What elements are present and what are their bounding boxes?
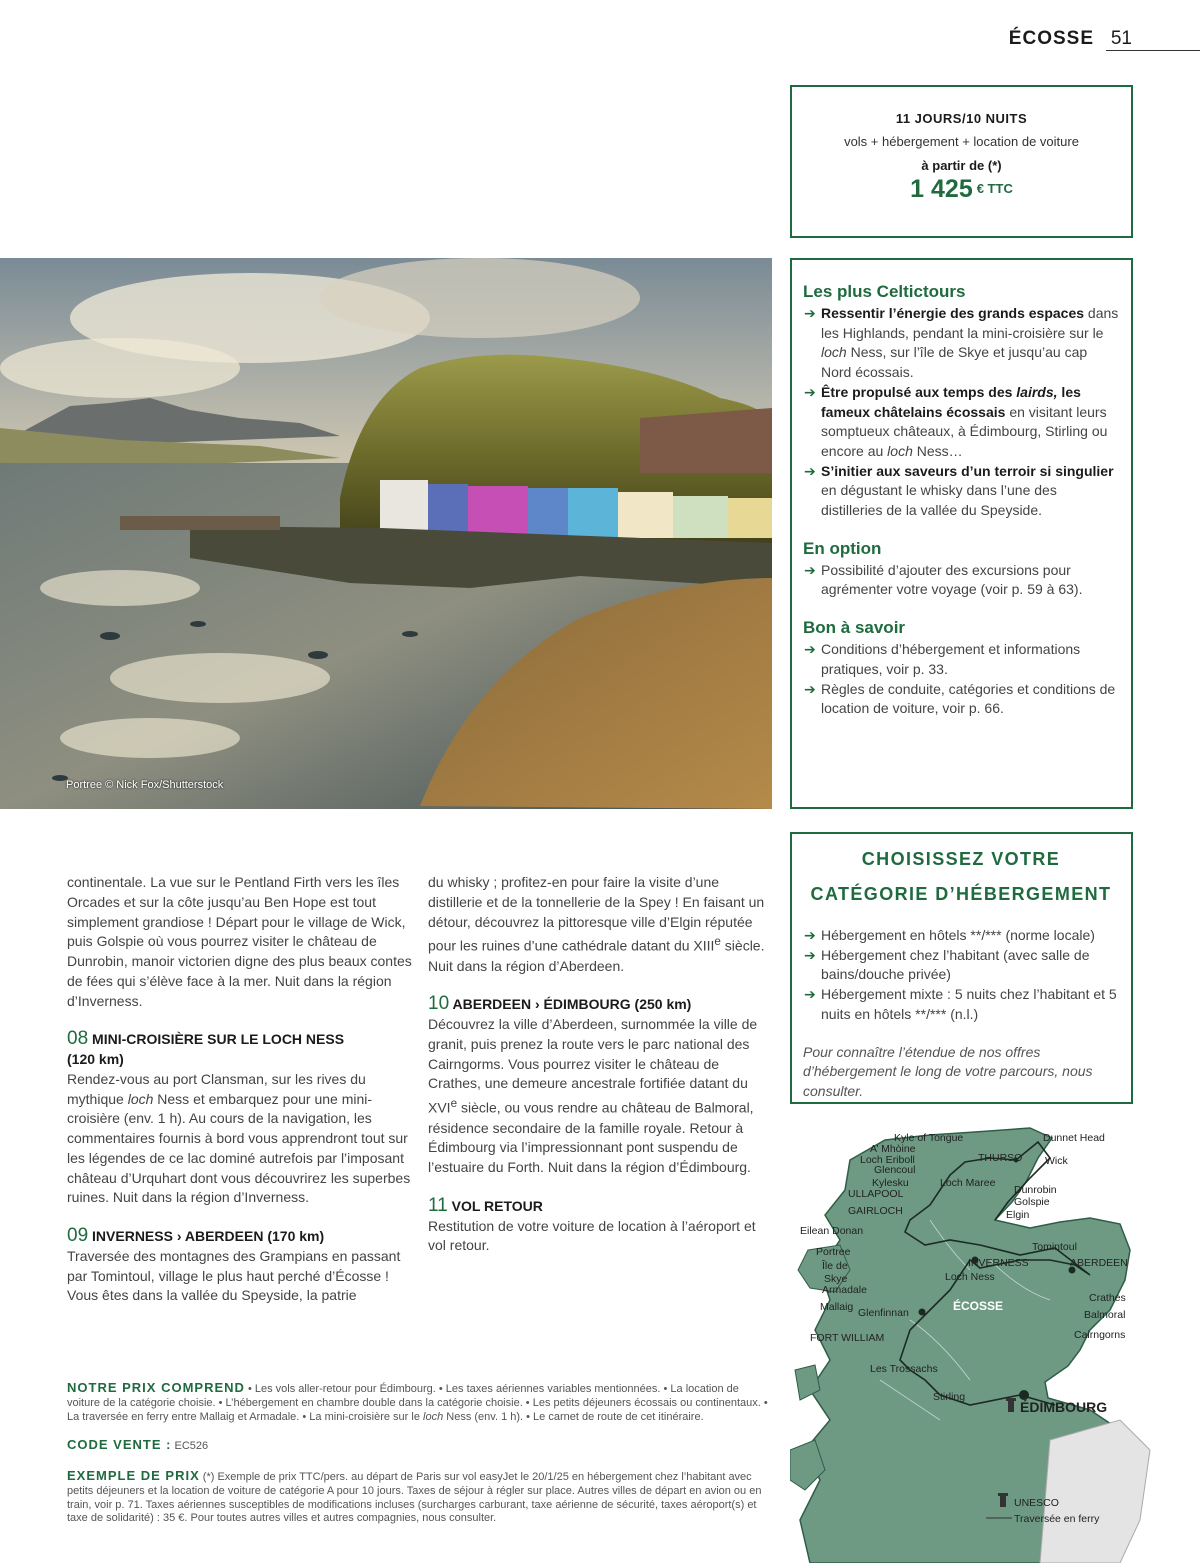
map-label: Cairngorns	[1074, 1329, 1126, 1341]
map-label: ULLAPOOL	[848, 1188, 904, 1200]
highlight-bold: les fameux châtelains écossais	[821, 383, 1081, 420]
arrow-icon: ➔	[804, 946, 816, 963]
map-label: GAIRLOCH	[848, 1205, 903, 1217]
arrow-icon: ➔	[804, 927, 816, 943]
day-text-part: Découvrez la ville d’Aberdeen, surnommée la ville de granit, puis prenez la route vers le parc national des Cairngorms. Vous pourrez visiter le château de Crathes, une demeure ancestrale fortifiée datant du XVI	[428, 1016, 758, 1116]
highlight-bold: Être propulsé aux temps des	[821, 383, 1017, 400]
accommodation-text: Hébergement en hôtels **/*** (norme locale)	[821, 927, 1095, 943]
day-number: 09	[67, 1225, 89, 1246]
map-label: Skye	[824, 1273, 848, 1285]
option-title: En option	[803, 538, 882, 558]
day-heading	[428, 994, 773, 1015]
day-text-part: siècle, ou vous rendre au château de Balmoral, résidence secondaire de la famille royale. Retour à Édimbourg via l’impressionnant pont suspendu de l’estuaire du Forth. Nuit dans la région d’Édimbourg.	[428, 1099, 754, 1176]
day-11	[428, 1196, 773, 1256]
price-amount: 1 425	[910, 175, 973, 203]
point-fort-william	[919, 1309, 926, 1316]
map-label-capital: ÉDIMBOURG	[1020, 1399, 1108, 1415]
arrow-icon: ➔	[804, 561, 816, 578]
savoir-item	[803, 680, 1119, 719]
sales-code-label: CODE VENTE :	[67, 1437, 172, 1452]
page-number: 51	[1110, 28, 1132, 49]
intro-part: siècle. Nuit dans la région d’Aberdeen.	[428, 937, 765, 974]
price-value	[792, 175, 1131, 204]
map-label: Tomintoul	[1032, 1241, 1077, 1253]
map-label: Portree	[816, 1246, 851, 1258]
price-currency: € TTC	[976, 181, 1013, 196]
accommodation-box	[790, 832, 1133, 1104]
map-label: Loch Ness	[945, 1271, 995, 1283]
day-text-sup: e	[450, 1097, 458, 1111]
day-title: MINI-CROISIÈRE SUR LE LOCH NESS	[92, 1031, 345, 1048]
map-label: FORT WILLIAM	[810, 1332, 885, 1344]
map-label: Dunnet Head	[1043, 1132, 1105, 1144]
price-box	[790, 85, 1133, 238]
day-08	[67, 1029, 412, 1208]
highlight-item	[803, 462, 1119, 521]
legend-unesco: UNESCO	[1014, 1497, 1059, 1509]
map-label: Golspie	[1014, 1196, 1050, 1208]
header-rule	[1106, 50, 1200, 51]
map-label: Glencoul	[874, 1164, 916, 1176]
portree-photo	[0, 258, 772, 809]
highlight-item	[803, 383, 1119, 462]
highlight-text: en visitant leurs somptueux châteaux, à Édimbourg, Stirling ou encore au	[821, 403, 1108, 459]
day-09	[67, 1226, 412, 1306]
arrow-icon: ➔	[804, 641, 816, 658]
highlight-text: Ness…	[912, 442, 963, 459]
savoir-title: Bon à savoir	[803, 618, 906, 638]
sales-code	[67, 1438, 773, 1454]
day-distance: (170 km)	[267, 1228, 325, 1244]
savoir-text: Conditions d’hébergement et informations pratiques, voir p. 33.	[821, 641, 1081, 677]
sales-code-value: EC526	[174, 1440, 209, 1452]
price-includes-italic: loch	[423, 1410, 444, 1423]
day-number: 10	[428, 993, 450, 1015]
highlights-title: Les plus Celtictours	[803, 282, 966, 301]
map-label: Eilean Donan	[800, 1225, 864, 1237]
map-label: Stirling	[933, 1391, 966, 1403]
day-title: INVERNESS › ABERDEEN	[92, 1228, 264, 1244]
price-includes-text: Ness (env. 1 h). • Le carnet de route de cet itinéraire.	[443, 1410, 704, 1423]
accommodation-title-line: CHOISISSEZ VOTRE	[861, 849, 1061, 869]
itinerary-intro	[428, 873, 773, 976]
intro-part: du whisky ; profitez-en pour faire la visite d’une distillerie et de la tonnellerie de la Spey ! En faisant un détour, découvrez la pittoresque ville d’Elgin réputée pour les ruines d’une cathédrale datant du XIII	[428, 874, 765, 954]
legend-ferry: Traversée en ferry	[1014, 1513, 1100, 1525]
day-distance: (250 km)	[634, 996, 692, 1013]
map-label: Loch Eriboll	[860, 1154, 915, 1166]
map-label: Armadale	[822, 1284, 867, 1296]
map-country-label: ÉCOSSE	[953, 1299, 1004, 1313]
arrow-icon: ➔	[804, 462, 816, 479]
day-text	[67, 1070, 412, 1208]
map-label: Loch Maree	[940, 1177, 996, 1189]
accommodation-option	[803, 926, 1119, 946]
accommodation-title-line: CATÉGORIE D’HÉBERGEMENT	[810, 884, 1112, 904]
savoir-text: Règles de conduite, catégories et conditions de location de voiture, voir p. 66.	[821, 680, 1116, 717]
highlight-italic: loch	[887, 442, 913, 459]
arrow-icon: ➔	[804, 305, 816, 321]
accommodation-option	[803, 985, 1119, 1024]
section-title: ÉCOSSE	[1008, 28, 1094, 49]
accommodation-text: Hébergement chez l’habitant (avec salle de bains/douche privée)	[821, 946, 1090, 983]
map-label: Kyle of Tongue	[894, 1132, 964, 1144]
day-heading	[67, 1029, 412, 1070]
map-england	[1040, 1420, 1150, 1563]
itinerary-column-1	[67, 873, 412, 1306]
day-text-part: Ness et embarquez pour une mini-croisière (env. 1 h). Au cours de la navigation, les commentaires fournis à bord vous apprendront tout sur les légendes de ce lac dominé autrefois par l’imposant château d’Urquhart dont vous découvrirez les superbes ruines. Nuit dans la région d’Inverness.	[67, 1090, 411, 1206]
map-label: Crathes	[1089, 1292, 1126, 1304]
map-label: THURSO	[978, 1152, 1023, 1164]
highlight-italic: loch	[821, 344, 847, 361]
map-label: Mallaig	[820, 1301, 854, 1313]
map-label: Île de	[822, 1260, 848, 1272]
itinerary-intro: continentale. La vue sur le Pentland Firth vers les îles Orcades et sur la côte jusqu’au Ben Hope est tout simplement grandiose ! Départ pour le village de Wick, puis Golspie où vous pourrez visiter le château de Dunrobin, manoir victorien digne des plus beaux contes de fées qui s’élève face à la mer. Nuit dans la région d’Inverness.	[67, 874, 412, 1009]
day-title: VOL RETOUR	[451, 1197, 543, 1214]
accommodation-text: Hébergement mixte : 5 nuits chez l’habitant et 5 nuits en hôtels **/*** (n.l.)	[821, 986, 1117, 1022]
price-example-text: (*) Exemple de prix TTC/pers. au départ de Paris sur vol easyJet le 20/1/25 en hébergement chez l’habitant avec petits déjeuners et la location de voiture de catégorie A pour 10 jours. Taxes de séjour à régler sur place. Autres villes de départ en avion ou en train, voir p. 71. Taxes aériennes susceptibles de modifications incluses (surcharges carburant, taxe aérienne de sécurité, taxes aéroport(s) et taxe de solidarité) : 35 €. Pour toutes autres villes et autres compagnies, nous consulter.	[67, 1471, 762, 1525]
trip-includes: vols + hébergement + location de voiture	[844, 134, 1079, 149]
day-text-italic: loch	[127, 1090, 154, 1107]
day-text: Restitution de votre voiture de location à l’aéroport et vol retour.	[428, 1217, 756, 1254]
accommodation-title	[803, 842, 1119, 912]
highlight-bold: Ressentir l’énergie des grands espaces	[821, 305, 1085, 321]
price-example	[67, 1469, 773, 1526]
price-from-label: à partir de (*)	[921, 158, 1002, 173]
itinerary-column-2	[428, 873, 773, 1256]
day-number: 11	[428, 1194, 448, 1216]
photo-credit: Portree © Nick Fox/Shutterstock	[66, 779, 224, 791]
highlight-bold-italic: lairds,	[1016, 383, 1058, 400]
day-number: 08	[67, 1028, 89, 1050]
price-includes-text: • Les vols aller-retour pour Édimbourg. • Les taxes aériennes variables mentionnées. • La location de voiture de la catégorie choisie. • L’hébergement en chambre double dans la catégorie choisie. • Les petits déjeuners écossais ou continentaux. • La traversée en ferry entre Mallaig et Armadale. • La mini-croisière sur le	[67, 1383, 768, 1423]
map-label: ABERDEEN	[1070, 1257, 1128, 1269]
savoir-item	[803, 640, 1119, 679]
trip-duration: 11 JOURS/10 NUITS	[895, 111, 1028, 126]
price-example-label: EXEMPLE DE PRIX	[67, 1468, 200, 1483]
price-includes	[67, 1381, 773, 1424]
highlights-box	[790, 258, 1133, 809]
highlight-item	[803, 304, 1119, 383]
map-label: Wick	[1045, 1155, 1068, 1167]
day-heading	[428, 1196, 773, 1217]
day-text	[428, 1015, 773, 1178]
map-label: INVERNESS	[968, 1257, 1029, 1269]
map-label: A’ Mhòine	[870, 1143, 916, 1155]
day-10	[428, 994, 773, 1177]
arrow-icon: ➔	[804, 680, 816, 697]
intro-sup: e	[714, 935, 721, 949]
price-includes-label: NOTRE PRIX COMPREND	[67, 1380, 245, 1395]
highlight-bold: S’initier aux saveurs d’un terroir si singulier	[821, 462, 1114, 479]
day-heading	[67, 1226, 412, 1247]
accommodation-note: Pour connaître l’étendue de nos offres d’hébergement le long de votre parcours, nous consulter.	[803, 1043, 1093, 1100]
map-label: Elgin	[1006, 1209, 1030, 1221]
arrow-icon: ➔	[804, 986, 816, 1003]
map-label: Kylesku	[872, 1177, 909, 1189]
day-text: Traversée des montagnes des Grampians en passant par Tomintoul, village le plus haut perché d’Écosse ! Vous êtes dans la vallée du Speyside, la patrie	[67, 1247, 401, 1304]
accommodation-option	[803, 946, 1119, 985]
highlight-text: Ness, sur l’île de Skye et jusqu’au cap Nord écossais.	[821, 344, 1088, 381]
map-label: Balmoral	[1084, 1309, 1126, 1321]
option-text: Possibilité d’ajouter des excursions pour agrémenter votre voyage (voir p. 59 à 63).	[821, 561, 1083, 598]
highlight-text: en dégustant le whisky dans l’une des distilleries de la vallée du Speyside.	[821, 482, 1057, 519]
map-label: Glenfinnan	[858, 1307, 909, 1319]
scotland-map	[790, 1120, 1200, 1563]
map-label: Les Trossachs	[870, 1363, 938, 1375]
map-label: Dunrobin	[1014, 1184, 1057, 1196]
highlight-text: dans les Highlands, pendant la mini-croisière sur le	[821, 305, 1119, 341]
option-item	[803, 561, 1119, 600]
arrow-icon: ➔	[804, 383, 816, 400]
day-title: ABERDEEN › ÉDIMBOURG	[452, 996, 631, 1013]
day-text-part: Rendez-vous au port Clansman, sur les rives du mythique	[67, 1070, 366, 1107]
day-distance: (120 km)	[67, 1051, 124, 1067]
